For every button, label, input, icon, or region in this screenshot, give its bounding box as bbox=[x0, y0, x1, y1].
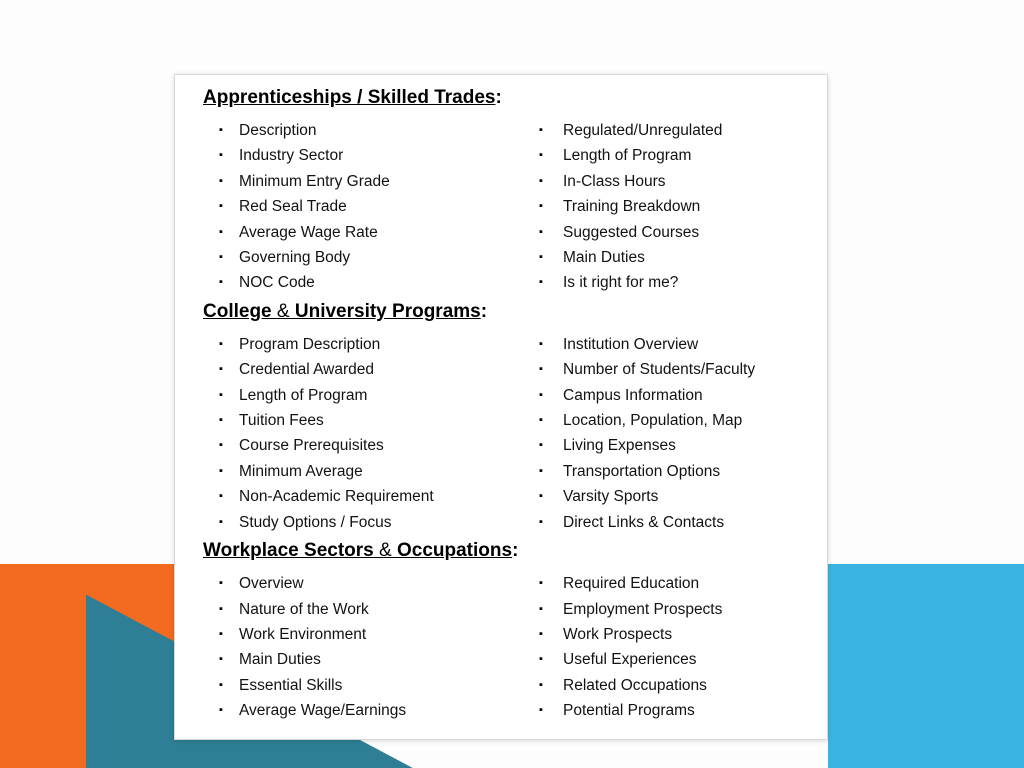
bullet-square-icon: ▪ bbox=[219, 439, 223, 452]
bullet-square-icon: ▪ bbox=[539, 515, 543, 528]
two-column-list bbox=[203, 118, 809, 296]
bullet-square-icon: ▪ bbox=[219, 363, 223, 376]
bullet-square-icon: ▪ bbox=[219, 276, 223, 289]
list-item bbox=[539, 194, 809, 219]
bullet-square-icon: ▪ bbox=[539, 464, 543, 477]
list-item-label: Nature of the Work bbox=[239, 600, 369, 618]
bullet-square-icon: ▪ bbox=[539, 678, 543, 691]
bullet-square-icon: ▪ bbox=[219, 174, 223, 187]
bullet-square-icon: ▪ bbox=[219, 225, 223, 238]
list-item bbox=[539, 459, 809, 484]
list-item bbox=[539, 408, 809, 433]
section-heading bbox=[203, 540, 809, 562]
section-apprenticeships bbox=[203, 87, 809, 296]
bullet-square-icon: ▪ bbox=[539, 602, 543, 615]
bullet-square-icon: ▪ bbox=[219, 414, 223, 427]
bullet-list-right bbox=[523, 332, 809, 535]
bullet-square-icon: ▪ bbox=[219, 577, 223, 590]
bullet-square-icon: ▪ bbox=[539, 577, 543, 590]
list-item-label: Non-Academic Requirement bbox=[239, 488, 434, 506]
list-item bbox=[219, 143, 523, 168]
list-item bbox=[219, 510, 523, 535]
bullet-square-icon: ▪ bbox=[219, 678, 223, 691]
list-item-label: Course Prerequisites bbox=[239, 437, 384, 455]
list-item bbox=[539, 673, 809, 698]
list-item bbox=[539, 169, 809, 194]
heading-text: College bbox=[203, 300, 277, 322]
bullet-square-icon: ▪ bbox=[219, 388, 223, 401]
list-item bbox=[219, 408, 523, 433]
bullet-square-icon: ▪ bbox=[539, 363, 543, 376]
bullet-square-icon: ▪ bbox=[219, 200, 223, 213]
list-item-label: In-Class Hours bbox=[563, 172, 666, 190]
list-item-label: Tuition Fees bbox=[239, 412, 324, 430]
two-column-list bbox=[203, 332, 809, 535]
content-card bbox=[174, 74, 828, 740]
bullet-square-icon: ▪ bbox=[539, 439, 543, 452]
heading-colon: : bbox=[512, 540, 519, 562]
section-heading bbox=[203, 301, 809, 323]
bullet-square-icon: ▪ bbox=[539, 225, 543, 238]
list-item-label: Average Wage/Earnings bbox=[239, 702, 407, 720]
list-item-label: Potential Programs bbox=[563, 702, 695, 720]
list-item-label: Useful Experiences bbox=[563, 651, 697, 669]
bullet-list-left bbox=[203, 571, 523, 723]
list-item-label: Minimum Entry Grade bbox=[239, 172, 390, 190]
list-item bbox=[539, 647, 809, 672]
bullet-list-left bbox=[203, 332, 523, 535]
bullet-square-icon: ▪ bbox=[219, 149, 223, 162]
list-item bbox=[539, 622, 809, 647]
list-item bbox=[539, 357, 809, 382]
bullet-square-icon: ▪ bbox=[539, 490, 543, 503]
bullet-list-right bbox=[523, 118, 809, 296]
list-item bbox=[539, 332, 809, 357]
list-item bbox=[539, 143, 809, 168]
heading-text: Occupations bbox=[391, 540, 513, 562]
two-column-list bbox=[203, 571, 809, 723]
list-item-label: Work Prospects bbox=[563, 625, 673, 643]
list-item-label: Average Wage Rate bbox=[239, 223, 378, 241]
list-item bbox=[539, 484, 809, 509]
bullet-square-icon: ▪ bbox=[219, 704, 223, 717]
list-item-label: Regulated/Unregulated bbox=[563, 122, 723, 139]
list-item bbox=[219, 484, 523, 509]
bullet-square-icon: ▪ bbox=[219, 515, 223, 528]
bullet-square-icon: ▪ bbox=[219, 251, 223, 264]
list-item bbox=[539, 118, 809, 143]
section-college-university bbox=[203, 301, 809, 535]
list-item-label: Training Breakdown bbox=[563, 198, 701, 216]
bullet-square-icon: ▪ bbox=[539, 276, 543, 289]
list-item bbox=[219, 357, 523, 382]
list-item-label: Location, Population, Map bbox=[563, 412, 743, 430]
bullet-square-icon: ▪ bbox=[219, 627, 223, 640]
list-item bbox=[219, 673, 523, 698]
list-item-label: Employment Prospects bbox=[563, 600, 723, 618]
list-item-label: NOC Code bbox=[239, 274, 315, 292]
list-item-label: Study Options / Focus bbox=[239, 513, 392, 531]
list-item-label: Direct Links & Contacts bbox=[563, 513, 725, 531]
list-item bbox=[539, 245, 809, 270]
bullet-square-icon: ▪ bbox=[219, 602, 223, 615]
heading-colon: : bbox=[480, 300, 488, 322]
list-item-label: Program Description bbox=[239, 335, 381, 353]
bullet-square-icon: ▪ bbox=[539, 653, 543, 666]
heading-ampersand: & bbox=[379, 540, 392, 562]
list-item-label: Governing Body bbox=[239, 249, 351, 267]
list-item-label: Campus Information bbox=[563, 386, 703, 404]
bullet-square-icon: ▪ bbox=[539, 174, 543, 187]
list-item bbox=[539, 270, 809, 295]
list-item-label: Overview bbox=[239, 575, 304, 593]
list-item bbox=[539, 698, 809, 723]
heading-text: University Programs bbox=[289, 300, 481, 322]
list-item-label: Required Education bbox=[563, 575, 700, 593]
bullet-square-icon: ▪ bbox=[539, 388, 543, 401]
heading-ampersand: & bbox=[276, 300, 290, 322]
list-item bbox=[539, 220, 809, 245]
bullet-square-icon: ▪ bbox=[539, 337, 543, 350]
bullet-square-icon: ▪ bbox=[219, 124, 223, 136]
heading-colon: : bbox=[495, 87, 502, 108]
list-item bbox=[219, 169, 523, 194]
list-item-label: Minimum Average bbox=[239, 462, 363, 480]
list-item-label: Is it right for me? bbox=[563, 274, 679, 292]
list-item bbox=[219, 647, 523, 672]
list-item bbox=[219, 245, 523, 270]
list-item bbox=[219, 383, 523, 408]
bullet-square-icon: ▪ bbox=[539, 200, 543, 213]
list-item-label: Main Duties bbox=[239, 651, 321, 669]
list-item bbox=[539, 597, 809, 622]
bullet-list-left bbox=[203, 118, 523, 296]
heading-text: Workplace Sectors bbox=[203, 540, 380, 562]
bullet-square-icon: ▪ bbox=[219, 490, 223, 503]
list-item-label: Varsity Sports bbox=[563, 488, 659, 506]
list-item bbox=[219, 270, 523, 295]
list-item bbox=[219, 220, 523, 245]
list-item bbox=[219, 622, 523, 647]
bullet-square-icon: ▪ bbox=[539, 149, 543, 162]
list-item bbox=[219, 118, 523, 143]
heading-text: Apprenticeships / Skilled Trades bbox=[203, 87, 496, 108]
list-item bbox=[539, 510, 809, 535]
list-item-label: Suggested Courses bbox=[563, 223, 700, 241]
list-item bbox=[219, 433, 523, 458]
list-item bbox=[219, 597, 523, 622]
list-item-label: Description bbox=[239, 122, 317, 139]
bullet-square-icon: ▪ bbox=[539, 124, 543, 136]
bullet-square-icon: ▪ bbox=[219, 653, 223, 666]
bullet-square-icon: ▪ bbox=[539, 251, 543, 264]
list-item-label: Number of Students/Faculty bbox=[563, 361, 756, 379]
section-heading bbox=[203, 87, 809, 109]
list-item-label: Related Occupations bbox=[563, 676, 707, 694]
bullet-square-icon: ▪ bbox=[539, 627, 543, 640]
list-item bbox=[539, 571, 809, 596]
list-item-label: Main Duties bbox=[563, 249, 645, 267]
bullet-square-icon: ▪ bbox=[219, 337, 223, 350]
section-workplace-sectors bbox=[203, 540, 809, 723]
blue-corner-shape bbox=[828, 564, 1024, 768]
list-item bbox=[539, 433, 809, 458]
list-item bbox=[219, 459, 523, 484]
list-item bbox=[219, 571, 523, 596]
list-item-label: Industry Sector bbox=[239, 147, 344, 165]
bullet-square-icon: ▪ bbox=[219, 464, 223, 477]
list-item-label: Institution Overview bbox=[563, 335, 699, 353]
bullet-square-icon: ▪ bbox=[539, 414, 543, 427]
list-item-label: Essential Skills bbox=[239, 676, 343, 694]
list-item-label: Work Environment bbox=[239, 625, 367, 643]
list-item-label: Credential Awarded bbox=[239, 361, 374, 379]
list-item bbox=[539, 383, 809, 408]
list-item bbox=[219, 698, 523, 723]
list-item-label: Length of Program bbox=[239, 386, 368, 404]
list-item-label: Transportation Options bbox=[563, 462, 721, 480]
list-item-label: Red Seal Trade bbox=[239, 198, 347, 216]
list-item-label: Length of Program bbox=[563, 147, 692, 165]
list-item bbox=[219, 332, 523, 357]
list-item bbox=[219, 194, 523, 219]
list-item-label: Living Expenses bbox=[563, 437, 676, 455]
bullet-square-icon: ▪ bbox=[539, 704, 543, 717]
bullet-list-right bbox=[523, 571, 809, 723]
